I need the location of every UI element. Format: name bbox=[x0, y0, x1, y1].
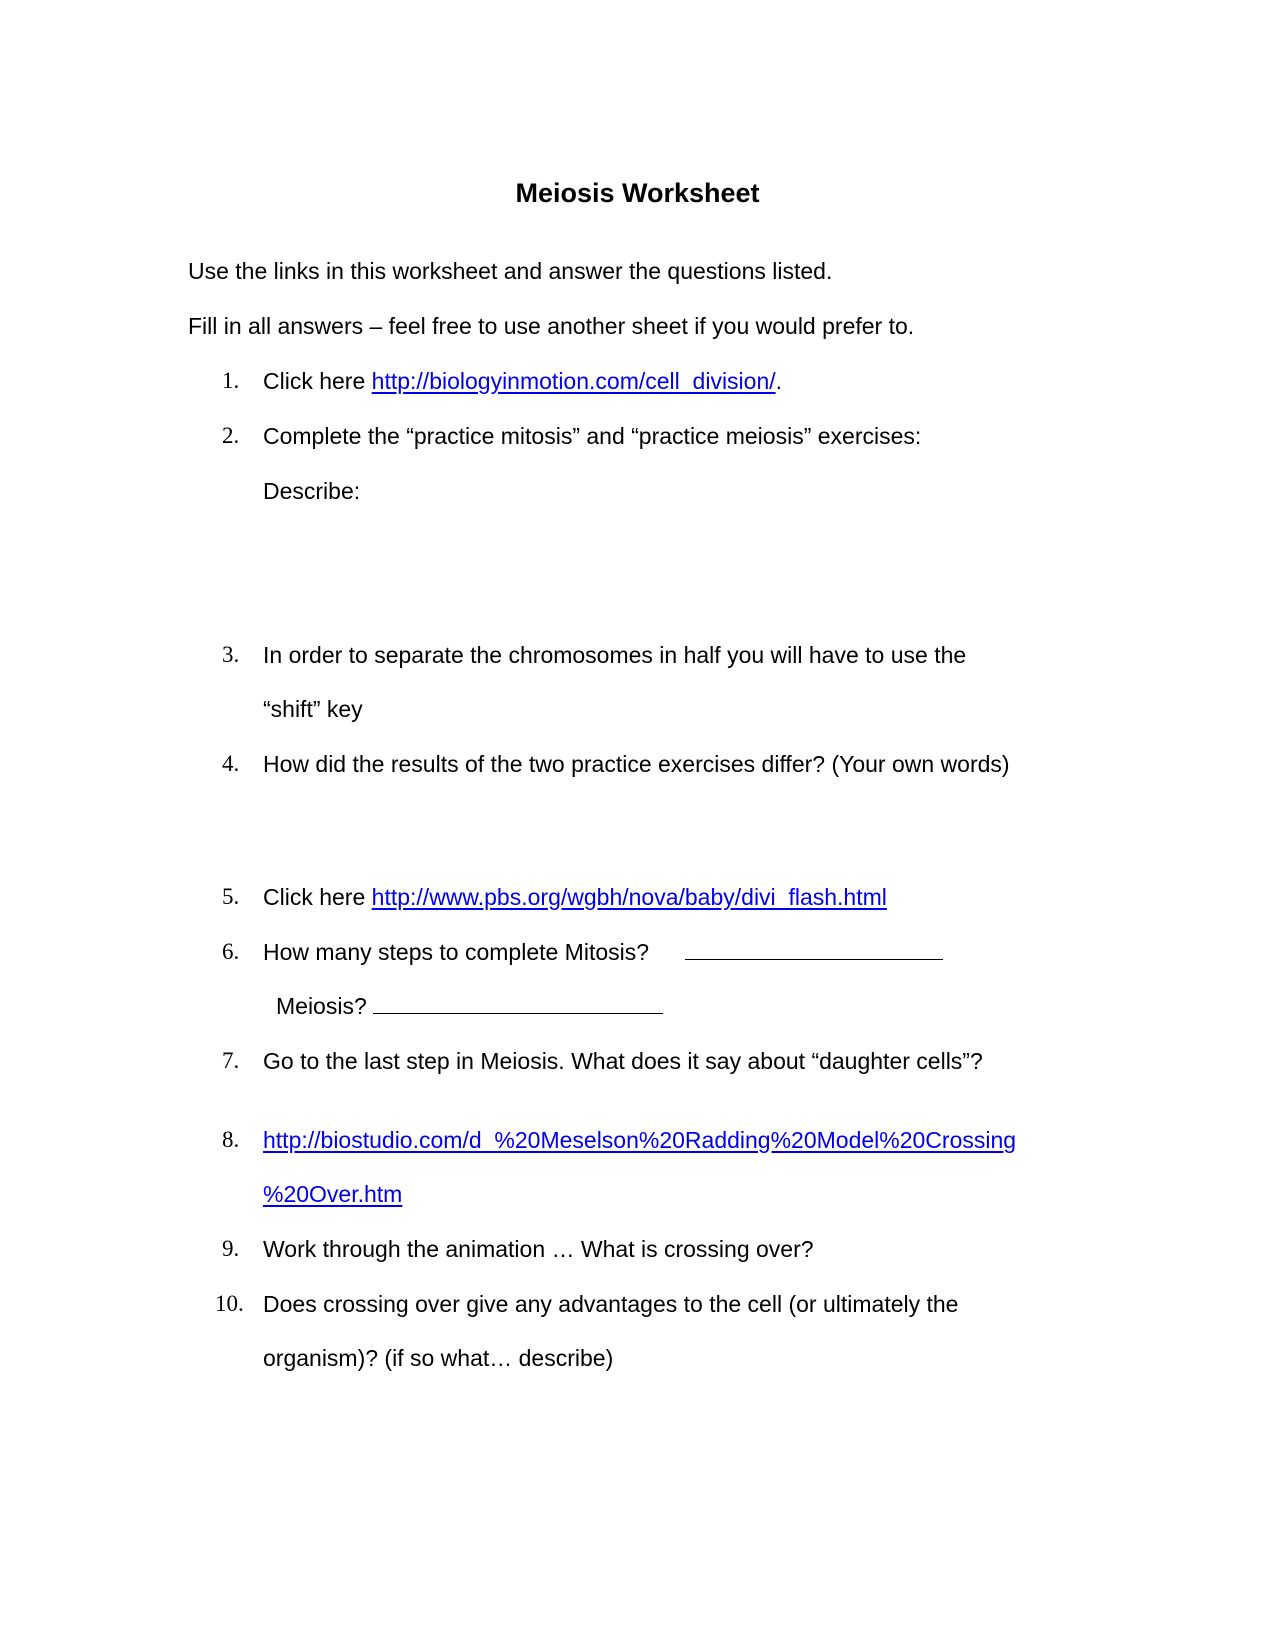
question-4: How did the results of the two practice exercises differ? (Your own words) bbox=[263, 751, 1010, 777]
biologyinmotion-link[interactable]: http://biologyinmotion.com/cell_division/ bbox=[371, 368, 776, 394]
question-10-continued: organism)? (if so what… describe) bbox=[263, 1345, 614, 1371]
question-text: How many steps to complete Mitosis? bbox=[263, 939, 650, 965]
meiosis-line bbox=[276, 991, 663, 1021]
question-3-continued: “shift” key bbox=[263, 696, 363, 722]
question-10: Does crossing over give any advantages to the cell (or ultimately the bbox=[263, 1291, 959, 1317]
question-2: Complete the “practice mitosis” and “practice meiosis” exercises: bbox=[263, 423, 922, 449]
question-text: Click here bbox=[263, 884, 372, 910]
describe-label: Describe: bbox=[263, 478, 361, 504]
question-5 bbox=[263, 882, 887, 912]
item-number: 10. bbox=[215, 1291, 244, 1316]
item-number: 9. bbox=[222, 1236, 240, 1261]
item-number: 3. bbox=[222, 642, 240, 667]
meiosis-label: Meiosis? bbox=[276, 993, 367, 1019]
item-number: 1. bbox=[222, 368, 240, 393]
item-number: 5. bbox=[222, 884, 240, 909]
question-7: Go to the last step in Meiosis. What does it say about “daughter cells”? bbox=[263, 1048, 983, 1074]
question-text: . bbox=[775, 368, 783, 394]
page-title: Meiosis Worksheet bbox=[515, 178, 760, 208]
item-number: 7. bbox=[222, 1048, 240, 1073]
mitosis-answer-blank[interactable] bbox=[685, 937, 943, 960]
item-number: 2. bbox=[222, 423, 240, 448]
biostudio-link[interactable]: http://biostudio.com/d_%20Meselson%20Radding%20Model%20Crossing bbox=[263, 1127, 1017, 1153]
item-number: 6. bbox=[222, 939, 240, 964]
question-9: Work through the animation … What is crossing over? bbox=[263, 1236, 814, 1262]
item-number: 4. bbox=[222, 751, 240, 776]
question-6 bbox=[263, 937, 943, 967]
question-1 bbox=[263, 366, 782, 396]
question-text: Click here bbox=[263, 368, 372, 394]
meiosis-answer-blank[interactable] bbox=[373, 991, 663, 1014]
question-3: In order to separate the chromosomes in half you will have to use the bbox=[263, 642, 967, 668]
instruction-text: Fill in all answers – feel free to use another sheet if you would prefer to. bbox=[188, 313, 915, 339]
biostudio-link-continued[interactable]: %20Over.htm bbox=[263, 1181, 403, 1207]
instruction-text: Use the links in this worksheet and answer the questions listed. bbox=[188, 258, 833, 284]
pbs-nova-link[interactable]: http://www.pbs.org/wgbh/nova/baby/divi_flash.html bbox=[371, 884, 887, 910]
item-number: 8. bbox=[222, 1127, 240, 1152]
